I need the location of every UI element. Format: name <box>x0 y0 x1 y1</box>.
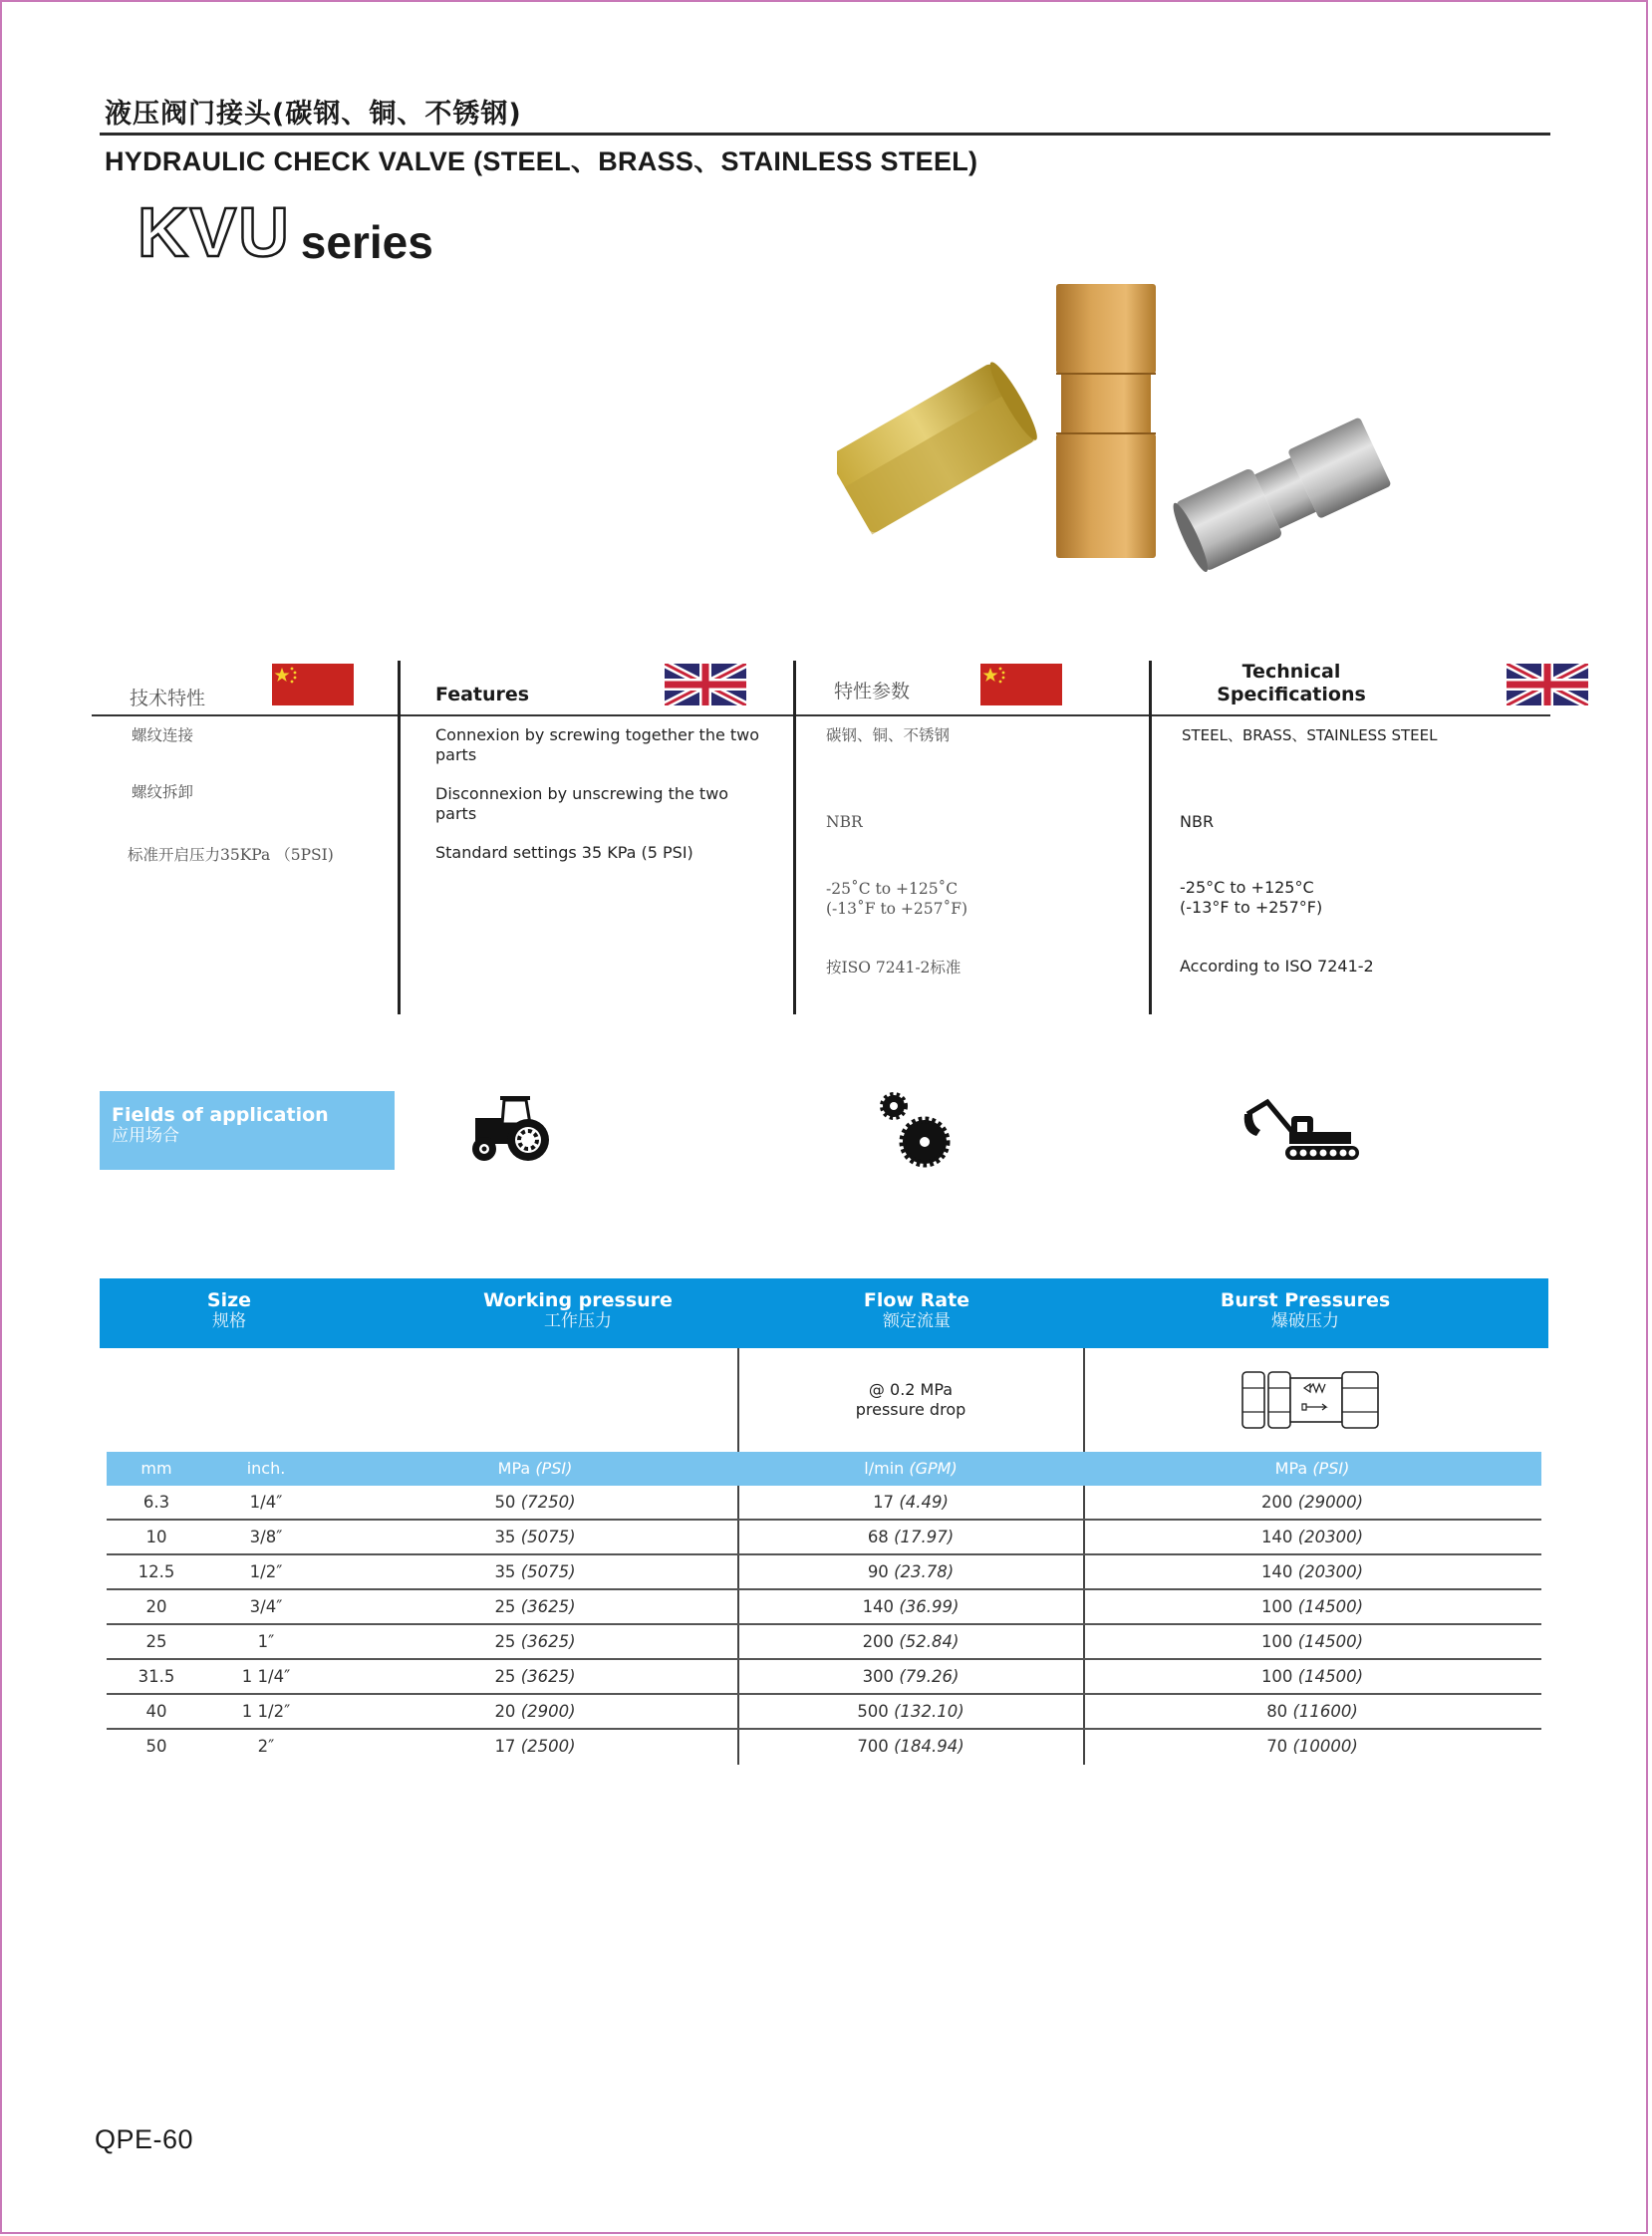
cell-flow <box>738 1562 1083 1581</box>
stainless-valve <box>1168 417 1391 574</box>
cell-value: 140 <box>862 1597 895 1616</box>
cell-alt-value: (184.94) <box>894 1737 964 1756</box>
spec-en-item: -25°C to +125°C <box>1180 878 1314 897</box>
cell-flow <box>738 1737 1083 1756</box>
cell-value: 10 <box>145 1528 167 1546</box>
cell-value: 2″ <box>257 1737 275 1756</box>
tractor-icon <box>470 1094 590 1164</box>
cell-alt-value: (3625) <box>520 1597 576 1616</box>
spec-cn-item: NBR <box>826 813 863 831</box>
unit-burst-pressure <box>1083 1459 1541 1478</box>
cell-value: 68 <box>867 1528 889 1546</box>
table-condition-row <box>100 1348 1548 1452</box>
cell-value: 90 <box>867 1562 889 1581</box>
series-title <box>138 193 433 271</box>
header-size <box>189 1289 269 1332</box>
header-size-en: Size <box>206 1289 252 1311</box>
cell-burst <box>1083 1597 1541 1616</box>
page-code: QPE-60 <box>95 2124 194 2154</box>
cell-flow <box>738 1493 1083 1512</box>
cell-value: 70 <box>1266 1737 1288 1756</box>
cell-alt-value: (10000) <box>1292 1737 1358 1756</box>
cell-inch <box>226 1702 306 1721</box>
table-row <box>107 1730 1541 1765</box>
unit-inch: inch. <box>246 1459 286 1478</box>
cell-flow <box>738 1702 1083 1721</box>
cell-mm <box>127 1528 186 1546</box>
header-burst-pressures-en: Burst Pressures <box>1220 1289 1391 1311</box>
features-col2-header <box>401 658 793 714</box>
cell-mm <box>127 1562 186 1581</box>
cell-burst <box>1083 1737 1541 1756</box>
cell-burst <box>1083 1562 1541 1581</box>
feature-en-item: Connexion by screwing together the two parts <box>435 725 760 764</box>
cell-value: 1 1/2″ <box>241 1702 291 1721</box>
cell-value: 25 <box>145 1632 167 1651</box>
features-col3-header <box>796 658 1149 714</box>
cell-value: 25 <box>494 1632 516 1651</box>
series-code: KVU <box>138 193 291 271</box>
cell-burst <box>1083 1632 1541 1651</box>
uk-flag-icon <box>1507 664 1588 705</box>
cell-flow <box>738 1632 1083 1651</box>
excavator-icon <box>1241 1096 1381 1162</box>
header-working-pressure-en: Working pressure <box>483 1289 673 1311</box>
cell-value: 100 <box>1260 1667 1293 1686</box>
cell-alt-value: (14500) <box>1297 1632 1364 1651</box>
cell-burst <box>1083 1667 1541 1686</box>
fields-of-application-box <box>100 1091 395 1170</box>
cell-value: 35 <box>494 1528 516 1546</box>
features-table <box>92 658 1550 1016</box>
cell-value: 100 <box>1260 1632 1293 1651</box>
feature-cn-item: 螺纹连接 <box>132 726 194 744</box>
table-row <box>107 1486 1541 1521</box>
header-flow-rate-en: Flow Rate <box>863 1289 970 1311</box>
feature-cn-item: 标准开启压力35KPa （5PSI) <box>128 846 334 864</box>
cell-value: 80 <box>1266 1702 1288 1721</box>
cell-value: 3/8″ <box>249 1528 283 1546</box>
uk-flag-icon <box>665 664 746 705</box>
cell-flow <box>738 1528 1083 1546</box>
cell-alt-value: (23.78) <box>894 1562 955 1581</box>
cell-wp <box>445 1667 625 1686</box>
cell-inch <box>226 1597 306 1616</box>
cell-alt-value: (4.49) <box>899 1493 949 1512</box>
table-body <box>107 1486 1541 1765</box>
unit-alt: (PSI) <box>1312 1459 1350 1478</box>
cell-alt-value: (20300) <box>1297 1528 1364 1546</box>
cell-flow <box>738 1597 1083 1616</box>
yellow-steel-valve <box>837 359 1043 535</box>
features-col1-header <box>92 658 398 714</box>
cell-alt-value: (36.99) <box>899 1597 960 1616</box>
cell-wp <box>445 1702 625 1721</box>
col4-heading <box>1192 661 1391 706</box>
cell-alt-value: (11600) <box>1292 1702 1358 1721</box>
cell-value: 25 <box>494 1667 516 1686</box>
cell-value: 6.3 <box>142 1493 170 1512</box>
table-header-band <box>100 1278 1548 1348</box>
fields-title-cn: 应用场合 <box>112 1126 179 1146</box>
cell-value: 17 <box>494 1737 516 1756</box>
unit-mm: mm <box>140 1459 172 1478</box>
cell-wp <box>445 1597 625 1616</box>
cell-value: 1/4″ <box>249 1493 283 1512</box>
cell-value: 31.5 <box>138 1667 175 1686</box>
unit-working-pressure <box>465 1459 605 1478</box>
cell-value: 40 <box>145 1702 167 1721</box>
cell-value: 300 <box>862 1667 895 1686</box>
features-col4-header <box>1152 658 1550 714</box>
cell-alt-value: (79.26) <box>899 1667 960 1686</box>
cell-value: 3/4″ <box>249 1597 283 1616</box>
cell-alt-value: (3625) <box>520 1632 576 1651</box>
flow-rate-condition <box>738 1380 1083 1420</box>
cell-mm <box>127 1632 186 1651</box>
feature-en-item: Standard settings 35 KPa (5 PSI) <box>435 843 693 862</box>
spec-cn-item: 按ISO 7241-2标准 <box>826 959 962 977</box>
table-row <box>107 1521 1541 1555</box>
header-burst-pressures <box>1196 1289 1415 1332</box>
cell-alt-value: (2900) <box>520 1702 576 1721</box>
spec-en-item: NBR <box>1180 812 1215 831</box>
cell-alt-value: (14500) <box>1297 1667 1364 1686</box>
unit-alt: (GPM) <box>909 1459 958 1478</box>
series-word: series <box>300 216 433 268</box>
cell-mm <box>127 1702 186 1721</box>
cell-value: 50 <box>145 1737 167 1756</box>
header-flow-rate <box>837 1289 996 1332</box>
page-title-cn: 液压阀门接头(碳钢、铜、不锈钢) <box>105 99 522 130</box>
cell-alt-value: (7250) <box>520 1493 576 1512</box>
flow-condition-line1: @ 0.2 MPa <box>868 1380 954 1399</box>
unit-main: MPa <box>497 1459 531 1478</box>
cell-inch <box>226 1562 306 1581</box>
col4-heading-line1: Technical <box>1241 661 1341 683</box>
flow-condition-line2: pressure drop <box>855 1400 966 1419</box>
fields-title-en: Fields of application <box>112 1104 329 1126</box>
header-working-pressure-cn: 工作压力 <box>544 1311 612 1331</box>
cell-alt-value: (20300) <box>1297 1562 1364 1581</box>
feature-cn-item: 螺纹拆卸 <box>132 783 194 801</box>
col2-heading: Features <box>435 684 530 705</box>
header-working-pressure <box>478 1289 678 1332</box>
page-title-en: HYDRAULIC CHECK VALVE (STEEL、BRASS、STAINLESS STEEL) <box>105 146 978 176</box>
unit-flow-rate <box>738 1459 1083 1478</box>
spec-en-item: STEEL、BRASS、STAINLESS STEEL <box>1182 726 1438 744</box>
column-divider <box>1083 1348 1085 1452</box>
unit-alt: (PSI) <box>535 1459 573 1478</box>
brass-valve <box>1056 284 1156 558</box>
spec-en-item: (-13°F to +257°F) <box>1180 898 1323 917</box>
cell-value: 1″ <box>257 1632 275 1651</box>
cell-value: 17 <box>873 1493 895 1512</box>
check-valve-diagram-icon <box>1239 1366 1382 1432</box>
title-divider <box>100 133 1550 136</box>
china-flag-icon <box>272 664 354 705</box>
spec-cn-item: (-13˚F to +257˚F) <box>826 900 968 918</box>
col4-heading-line2: Specifications <box>1217 684 1366 705</box>
cell-wp <box>445 1737 625 1756</box>
cell-mm <box>127 1493 186 1512</box>
header-flow-rate-cn: 额定流量 <box>883 1311 951 1331</box>
cell-inch <box>226 1493 306 1512</box>
cell-inch <box>226 1528 306 1546</box>
spec-en-item: According to ISO 7241-2 <box>1180 957 1374 976</box>
cell-alt-value: (2500) <box>520 1737 576 1756</box>
cell-value: 140 <box>1260 1562 1293 1581</box>
unit-main: l/min <box>864 1459 905 1478</box>
cell-value: 140 <box>1260 1528 1293 1546</box>
unit-main: MPa <box>1274 1459 1308 1478</box>
china-flag-icon <box>980 664 1062 705</box>
spec-cn-item: -25˚C to +125˚C <box>826 880 959 898</box>
cell-mm <box>127 1597 186 1616</box>
cell-value: 25 <box>494 1597 516 1616</box>
cell-alt-value: (14500) <box>1297 1597 1364 1616</box>
spec-cn-item: 碳钢、铜、不锈钢 <box>826 726 951 744</box>
header-burst-pressures-cn: 爆破压力 <box>1271 1311 1339 1331</box>
table-row <box>107 1555 1541 1590</box>
cell-value: 200 <box>1260 1493 1293 1512</box>
cell-wp <box>445 1632 625 1651</box>
table-row <box>107 1625 1541 1660</box>
cell-burst <box>1083 1493 1541 1512</box>
cell-wp <box>445 1493 625 1512</box>
cell-mm <box>127 1667 186 1686</box>
cell-burst <box>1083 1528 1541 1546</box>
cell-wp <box>445 1528 625 1546</box>
cell-alt-value: (52.84) <box>899 1632 960 1651</box>
cell-inch <box>226 1632 306 1651</box>
cell-alt-value: (17.97) <box>894 1528 955 1546</box>
header-size-cn: 规格 <box>212 1311 246 1331</box>
col1-heading: 技术特性 <box>130 688 206 709</box>
cell-value: 100 <box>1260 1597 1293 1616</box>
gears-icon <box>877 1089 957 1171</box>
cell-value: 700 <box>857 1737 889 1756</box>
cell-value: 12.5 <box>138 1562 175 1581</box>
units-band <box>107 1452 1541 1486</box>
cell-value: 20 <box>494 1702 516 1721</box>
cell-flow <box>738 1667 1083 1686</box>
cell-inch <box>226 1667 306 1686</box>
table-row <box>107 1660 1541 1695</box>
col3-heading: 特性参数 <box>834 681 911 702</box>
table-row <box>107 1695 1541 1730</box>
cell-value: 500 <box>857 1702 889 1721</box>
cell-value: 1/2″ <box>249 1562 283 1581</box>
cell-alt-value: (5075) <box>520 1562 576 1581</box>
cell-value: 50 <box>494 1493 516 1512</box>
cell-wp <box>445 1562 625 1581</box>
cell-value: 1 1/4″ <box>241 1667 291 1686</box>
cell-value: 20 <box>145 1597 167 1616</box>
table-row <box>107 1590 1541 1625</box>
cell-burst <box>1083 1702 1541 1721</box>
cell-alt-value: (132.10) <box>894 1702 964 1721</box>
cell-value: 200 <box>862 1632 895 1651</box>
cell-mm <box>127 1737 186 1756</box>
cell-alt-value: (5075) <box>520 1528 576 1546</box>
cell-value: 35 <box>494 1562 516 1581</box>
cell-alt-value: (29000) <box>1297 1493 1364 1512</box>
features-header-rule <box>92 714 1550 716</box>
cell-alt-value: (3625) <box>520 1667 576 1686</box>
cell-inch <box>226 1737 306 1756</box>
feature-en-item: Disconnexion by unscrewing the two parts <box>435 784 729 823</box>
product-photo <box>837 274 1415 583</box>
